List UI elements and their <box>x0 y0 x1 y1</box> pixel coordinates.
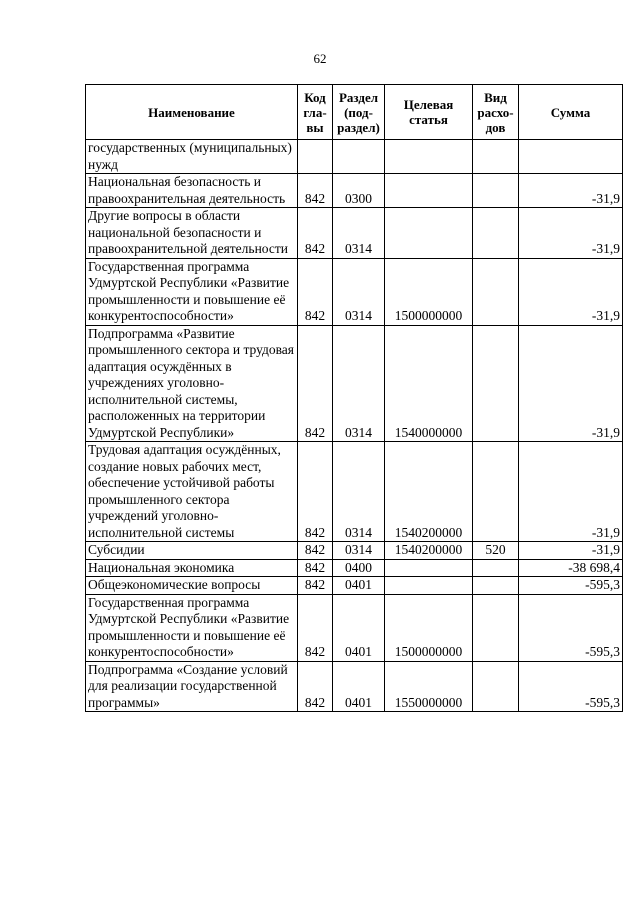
row-kind <box>473 258 519 325</box>
table-row <box>86 442 623 542</box>
row-section: 0401 <box>333 577 385 595</box>
row-kind <box>473 442 519 542</box>
header-code: Код гла-вы <box>298 85 333 140</box>
row-section: 0314 <box>333 542 385 560</box>
row-code: 842 <box>298 559 333 577</box>
row-sum: -595,3 <box>519 594 623 661</box>
row-target: 1500000000 <box>385 258 473 325</box>
row-kind <box>473 140 519 174</box>
row-code: 842 <box>298 442 333 542</box>
row-target: 1500000000 <box>385 594 473 661</box>
row-code: 842 <box>298 542 333 560</box>
table-row <box>86 258 623 325</box>
header-sum: Сумма <box>519 85 623 140</box>
row-code: 842 <box>298 594 333 661</box>
row-code: 842 <box>298 258 333 325</box>
row-section: 0314 <box>333 258 385 325</box>
row-sum: -31,9 <box>519 174 623 208</box>
row-kind: 520 <box>473 542 519 560</box>
row-sum: -31,9 <box>519 208 623 259</box>
row-target <box>385 559 473 577</box>
header-target: Целевая статья <box>385 85 473 140</box>
header-kind: Вид расхо-дов <box>473 85 519 140</box>
page-number: 62 <box>313 51 327 66</box>
row-kind <box>473 174 519 208</box>
row-target: 1540000000 <box>385 325 473 442</box>
row-code: 842 <box>298 325 333 442</box>
row-sum: -31,9 <box>519 325 623 442</box>
row-target <box>385 140 473 174</box>
row-kind <box>473 325 519 442</box>
row-name: Государственная программа Удмуртской Республики «Развитие промышленности и повышение её конкурентоспособности» <box>86 258 298 325</box>
table-row <box>86 577 623 595</box>
row-section: 0300 <box>333 174 385 208</box>
row-code: 842 <box>298 577 333 595</box>
row-kind <box>473 559 519 577</box>
row-name: Государственная программа Удмуртской Республики «Развитие промышленности и повышение её конкурентоспособности» <box>86 594 298 661</box>
table-row <box>86 325 623 442</box>
row-name: Субсидии <box>86 542 298 560</box>
row-section <box>333 140 385 174</box>
row-sum: -31,9 <box>519 442 623 542</box>
row-name: Подпрограмма «Развитие промышленного сектора и трудовая адаптация осуждённых в учреждениях уголовно-исполнительной системы, расположенных на территории Удмуртской Республики» <box>86 325 298 442</box>
row-section: 0400 <box>333 559 385 577</box>
row-sum: -595,3 <box>519 661 623 712</box>
table-row <box>86 661 623 712</box>
row-target <box>385 174 473 208</box>
row-name: Другие вопросы в области национальной безопасности и правоохранительной деятельности <box>86 208 298 259</box>
row-name: государственных (муниципальных) нужд <box>86 140 298 174</box>
row-sum: -38 698,4 <box>519 559 623 577</box>
table-row <box>86 559 623 577</box>
row-section: 0401 <box>333 594 385 661</box>
row-target <box>385 208 473 259</box>
row-sum <box>519 140 623 174</box>
row-target: 1540200000 <box>385 542 473 560</box>
row-code: 842 <box>298 661 333 712</box>
table-row <box>86 594 623 661</box>
row-kind <box>473 577 519 595</box>
row-name: Трудовая адаптация осуждённых, создание новых рабочих мест, обеспечение устойчивой работы промышленного сектора учреждений уголовно-исполнительной системы <box>86 442 298 542</box>
row-sum: -31,9 <box>519 258 623 325</box>
row-section: 0401 <box>333 661 385 712</box>
row-name: Национальная безопасность и правоохранительная деятельность <box>86 174 298 208</box>
table-row <box>86 174 623 208</box>
row-kind <box>473 661 519 712</box>
row-section: 0314 <box>333 442 385 542</box>
row-sum: -31,9 <box>519 542 623 560</box>
row-name: Национальная экономика <box>86 559 298 577</box>
row-code <box>298 140 333 174</box>
row-code: 842 <box>298 174 333 208</box>
row-name: Подпрограмма «Создание условий для реализации государственной программы» <box>86 661 298 712</box>
table-row <box>86 140 623 174</box>
row-kind <box>473 208 519 259</box>
row-code: 842 <box>298 208 333 259</box>
table-row <box>86 542 623 560</box>
table-row <box>86 208 623 259</box>
row-target: 1550000000 <box>385 661 473 712</box>
header-section: Раздел (под-раздел) <box>333 85 385 140</box>
row-target <box>385 577 473 595</box>
row-name: Общеэкономические вопросы <box>86 577 298 595</box>
row-section: 0314 <box>333 208 385 259</box>
table-header-row <box>86 85 623 140</box>
row-target: 1540200000 <box>385 442 473 542</box>
header-name: Наименование <box>86 85 298 140</box>
row-sum: -595,3 <box>519 577 623 595</box>
budget-table <box>85 84 623 712</box>
row-section: 0314 <box>333 325 385 442</box>
row-kind <box>473 594 519 661</box>
